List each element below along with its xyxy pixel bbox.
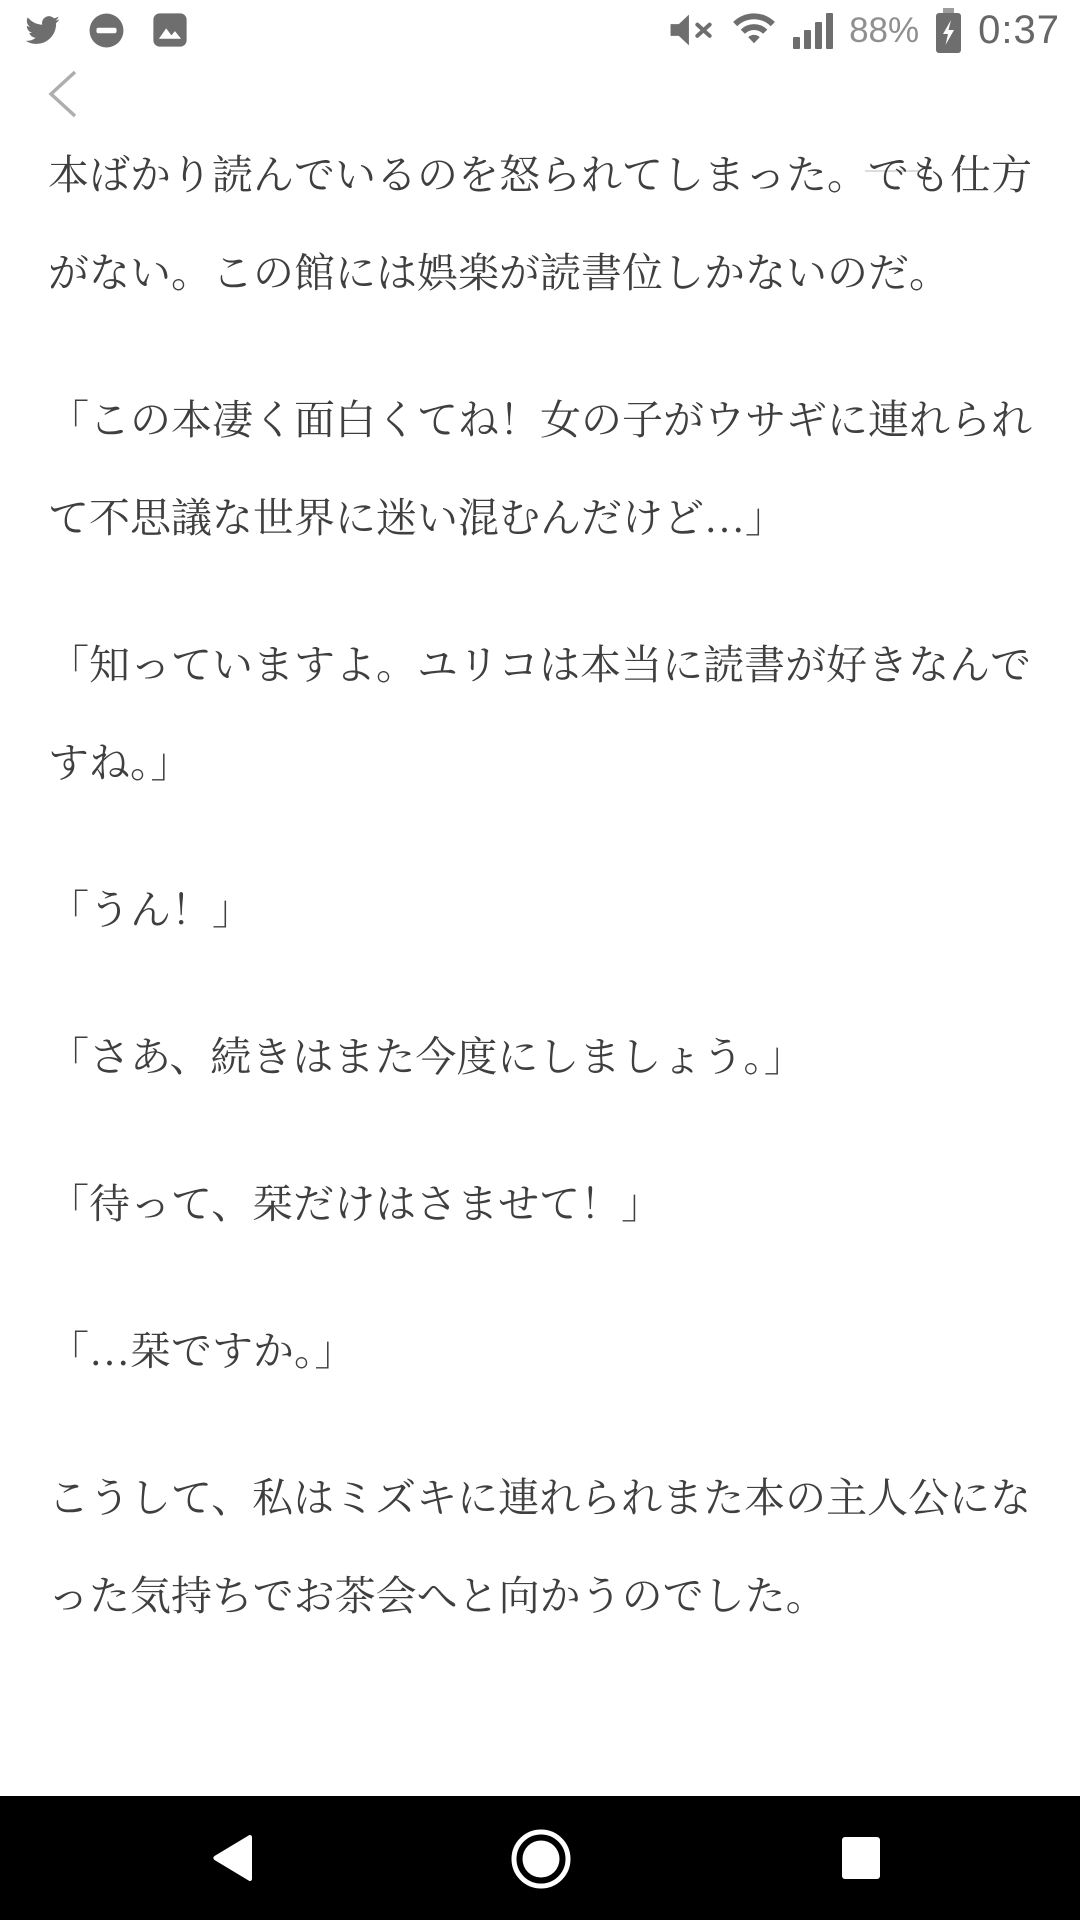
nav-back-button[interactable] xyxy=(212,1835,252,1881)
story-text xyxy=(48,126,1034,1645)
overview-square-icon xyxy=(842,1837,880,1879)
cellular-signal-icon xyxy=(793,11,833,49)
android-navigation-bar xyxy=(0,1796,1080,1920)
story-paragraph: 「知っていますよ。ユリコは本当に読書が好きなんですね。」 xyxy=(48,642,1032,786)
story-paragraph: 「この本凄く面白くてね！女の子がウサギに連れられて不思議な世界に迷い混むんだけど…」 xyxy=(48,397,1032,541)
nav-home-button[interactable] xyxy=(510,1828,572,1890)
battery-percent-label: 88% xyxy=(849,10,920,50)
story-paragraph: 「うん！」 xyxy=(48,887,253,933)
clock-label: 0:37 xyxy=(978,8,1060,52)
story-paragraph: 「待って、栞だけはさませて！」 xyxy=(48,1181,663,1227)
chevron-left-icon xyxy=(42,68,86,120)
do-not-disturb-icon xyxy=(88,12,125,49)
story-paragraph: こうして、私はミズキに連れられまた本の主人公になった気持ちでお茶会へと向かうのでした。 xyxy=(48,1475,1032,1619)
status-bar-notifications xyxy=(22,11,189,49)
wifi-icon xyxy=(731,11,777,49)
twitter-icon xyxy=(22,12,62,48)
status-bar xyxy=(0,0,1080,52)
battery-charging-icon xyxy=(935,8,962,53)
back-triangle-icon xyxy=(212,1835,252,1881)
story-paragraph: 本ばかり読んでいるのを怒られてしまった。でも仕方がない。この館には娯楽が読書位しかないのだ。 xyxy=(48,152,1032,296)
nav-overview-button[interactable] xyxy=(842,1837,880,1879)
story-paragraph: 「さあ、続きはまた今度にしましょう。」 xyxy=(48,1034,805,1080)
home-circle-icon xyxy=(510,1828,572,1890)
status-bar-system xyxy=(669,8,1060,53)
story-paragraph: 「…栞ですか。」 xyxy=(48,1328,356,1374)
mute-icon xyxy=(669,12,715,48)
image-icon xyxy=(151,11,189,49)
back-button[interactable] xyxy=(38,64,90,124)
